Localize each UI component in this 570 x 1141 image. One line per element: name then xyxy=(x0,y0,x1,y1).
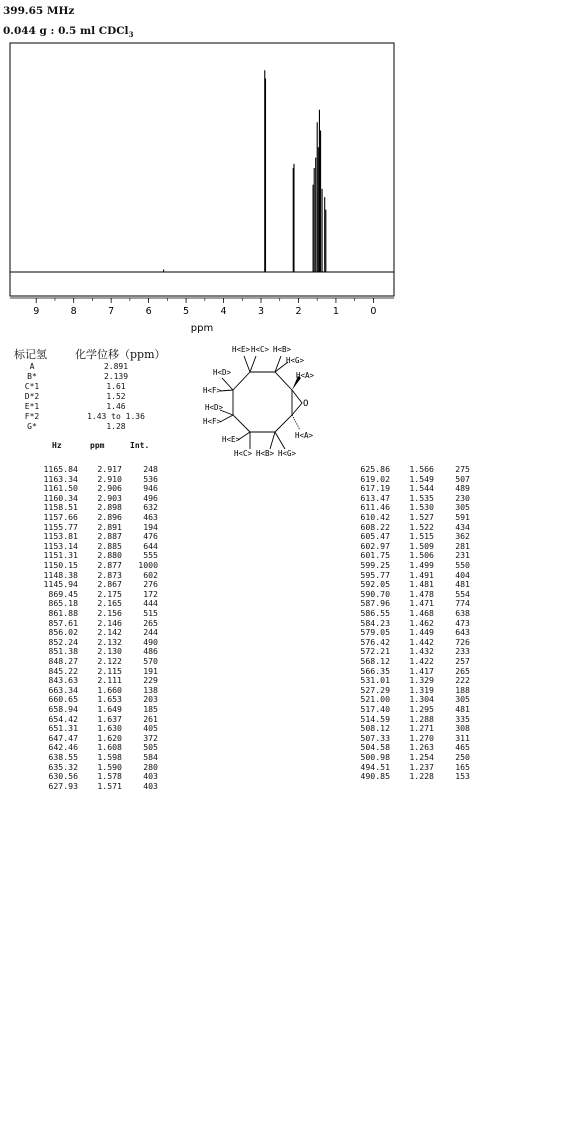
peak-intensity: 188 xyxy=(455,684,470,695)
peak-hz: 494.51 xyxy=(360,761,390,772)
peak-table-header-hz: Hz xyxy=(52,441,62,450)
peak-hz: 517.40 xyxy=(360,704,390,714)
peak-intensity: 244 xyxy=(143,627,158,638)
peak-intensity: 554 xyxy=(455,588,470,599)
peak-hz: 605.47 xyxy=(360,531,390,542)
peak-intensity: 185 xyxy=(143,704,158,714)
peak-ppm: 1.432 xyxy=(409,646,434,657)
peak-hz: 1155.77 xyxy=(43,521,78,532)
peak-intensity: 726 xyxy=(455,636,470,647)
peak-intensity: 153 xyxy=(455,771,470,782)
peak-intensity: 138 xyxy=(143,684,158,695)
peak-intensity: 276 xyxy=(143,579,158,590)
peak-intensity: 434 xyxy=(455,521,470,532)
x-tick-label: 1 xyxy=(332,306,339,317)
peak-ppm: 1.304 xyxy=(409,694,434,705)
peak-hz: 508.12 xyxy=(360,723,390,734)
peak-hz: 843.63 xyxy=(48,675,78,686)
peak-intensity: 584 xyxy=(143,752,158,762)
assignment-shift: 1.46 xyxy=(106,402,126,411)
x-tick-label: 7 xyxy=(108,306,115,317)
peak-hz: 1157.66 xyxy=(43,512,78,522)
peak-hz: 611.46 xyxy=(360,502,390,513)
peak-ppm: 2.146 xyxy=(97,617,122,628)
assignment-label: F*2 xyxy=(24,412,40,421)
x-tick-label: 2 xyxy=(295,306,302,317)
peak-ppm: 2.906 xyxy=(97,483,122,494)
peak-hz: 1163.34 xyxy=(43,473,78,484)
x-tick-label: 3 xyxy=(257,306,265,317)
peak-intensity: 465 xyxy=(455,742,470,753)
assignment-shift: 1.52 xyxy=(106,392,126,401)
assignment-shift: 1.43 to 1.36 xyxy=(87,412,145,421)
peak-hz: 658.94 xyxy=(48,704,78,714)
peak-hz: 610.42 xyxy=(360,512,390,522)
x-tick-label: 6 xyxy=(145,306,152,317)
atom-label: H<E> xyxy=(222,435,241,444)
peak-ppm: 2.903 xyxy=(97,492,122,503)
peak-ppm: 2.887 xyxy=(97,531,122,542)
peak-hz: 625.86 xyxy=(360,464,390,474)
peak-hz: 566.35 xyxy=(360,665,390,676)
peak-intensity: 311 xyxy=(455,732,470,743)
peak-ppm: 2.175 xyxy=(97,588,122,599)
peak-hz: 587.96 xyxy=(360,598,390,609)
atom-label: H<B> xyxy=(256,449,275,458)
peak-hz: 651.31 xyxy=(48,723,78,734)
peak-ppm: 1.530 xyxy=(409,502,434,513)
peak-intensity: 305 xyxy=(455,694,470,705)
peak-ppm: 1.499 xyxy=(409,560,434,570)
assignment-label: E*1 xyxy=(24,402,40,411)
peak-ppm: 2.917 xyxy=(97,464,122,474)
peak-hz: 500.98 xyxy=(360,752,390,762)
peak-intensity: 231 xyxy=(455,550,470,561)
atom-label: H<F> xyxy=(203,417,222,426)
bond-h-c-top xyxy=(250,356,256,372)
atom-label: H<D> xyxy=(213,368,232,377)
peak-ppm: 1.544 xyxy=(409,483,434,494)
peak-intensity: 570 xyxy=(143,656,158,666)
peak-hz: 856.02 xyxy=(48,627,78,638)
peak-ppm: 2.891 xyxy=(97,521,122,532)
peak-intensity: 172 xyxy=(143,588,158,599)
peak-ppm: 1.270 xyxy=(409,732,434,743)
peak-ppm: 2.896 xyxy=(97,512,122,522)
peak-intensity: 555 xyxy=(143,550,158,561)
peak-hz: 531.01 xyxy=(360,675,390,686)
peak-ppm: 1.608 xyxy=(97,742,122,753)
peak-intensity: 308 xyxy=(455,723,470,734)
peak-intensity: 507 xyxy=(455,473,470,484)
peak-ppm: 1.515 xyxy=(409,531,434,542)
peak-intensity: 165 xyxy=(455,761,470,772)
peak-intensity: 403 xyxy=(143,771,158,782)
spectrometer-frequency: 399.65 MHz xyxy=(3,5,75,17)
assignment-label: G* xyxy=(27,422,37,431)
peak-ppm: 1.319 xyxy=(409,684,434,695)
atom-label: H<A> xyxy=(295,431,314,440)
peak-ppm: 2.880 xyxy=(97,550,122,561)
peak-hz: 514.59 xyxy=(360,713,390,724)
peak-intensity: 265 xyxy=(143,617,158,628)
peak-hz: 1153.81 xyxy=(43,531,78,542)
peak-hz: 521.00 xyxy=(360,694,390,705)
peak-intensity: 463 xyxy=(143,512,158,522)
peak-intensity: 265 xyxy=(455,665,470,676)
peak-ppm: 2.132 xyxy=(97,636,122,647)
peak-intensity: 257 xyxy=(455,656,470,666)
x-tick-label: 0 xyxy=(370,306,377,317)
peak-hz: 599.25 xyxy=(360,560,390,570)
peak-intensity: 489 xyxy=(455,483,470,494)
x-tick-label: 5 xyxy=(183,306,190,317)
peak-hz: 865.18 xyxy=(48,598,78,609)
peak-hz: 568.12 xyxy=(360,656,390,666)
peak-intensity: 250 xyxy=(455,752,470,762)
peak-ppm: 1.630 xyxy=(97,723,122,734)
peak-intensity: 481 xyxy=(455,579,470,590)
peak-intensity: 248 xyxy=(143,464,158,474)
x-tick-label: 4 xyxy=(220,306,227,317)
bond-h-f-lower xyxy=(220,415,233,422)
peak-hz: 601.75 xyxy=(360,550,390,561)
peak-ppm: 2.156 xyxy=(97,608,122,618)
peak-intensity: 203 xyxy=(143,694,158,705)
peak-ppm: 2.873 xyxy=(97,569,122,580)
peak-ppm: 2.122 xyxy=(97,656,122,666)
peak-hz: 504.58 xyxy=(360,742,390,753)
peak-table-header-ppm: ppm xyxy=(90,441,105,450)
peak-hz: 635.32 xyxy=(48,761,78,772)
peak-hz: 1158.51 xyxy=(43,502,78,513)
peak-intensity: 476 xyxy=(143,531,158,542)
peak-ppm: 2.867 xyxy=(97,579,122,590)
peak-intensity: 261 xyxy=(143,713,158,724)
peak-hz: 848.27 xyxy=(48,656,78,666)
peak-intensity: 946 xyxy=(143,483,158,494)
peak-hz: 861.88 xyxy=(48,608,78,618)
assignment-shift: 2.891 xyxy=(103,362,129,371)
atom-label: H<C> xyxy=(234,449,253,458)
peak-ppm: 1.237 xyxy=(409,761,434,772)
peak-intensity: 281 xyxy=(455,540,470,551)
peak-intensity: 222 xyxy=(455,675,470,686)
atom-label: H<C> xyxy=(251,345,270,354)
peak-intensity: 632 xyxy=(143,502,158,513)
peak-intensity: 550 xyxy=(455,560,470,570)
peak-hz: 852.24 xyxy=(48,636,78,647)
peak-ppm: 1.329 xyxy=(409,675,434,686)
peak-ppm: 1.254 xyxy=(409,752,434,762)
hash-bond-h-a-bottom xyxy=(292,415,300,430)
x-tick-label: 9 xyxy=(33,306,40,317)
peak-ppm: 1.620 xyxy=(97,732,122,743)
peak-intensity: 233 xyxy=(455,646,470,657)
atom-label: H<A> xyxy=(296,371,315,380)
peak-ppm: 1.549 xyxy=(409,473,434,484)
assignment-label: C*1 xyxy=(24,382,40,391)
peak-ppm: 2.885 xyxy=(97,540,122,551)
epoxide-ring xyxy=(292,390,302,415)
atom-label: H<F> xyxy=(203,386,222,395)
sample-text: 0.044 g : 0.5 ml CDCl xyxy=(3,25,129,37)
peak-hz: 602.97 xyxy=(360,540,390,551)
peak-hz: 579.05 xyxy=(360,627,390,638)
peak-hz: 1150.15 xyxy=(43,560,78,570)
peak-ppm: 1.506 xyxy=(409,550,434,561)
peak-ppm: 1.590 xyxy=(97,761,122,772)
sample-subscript: 3 xyxy=(128,30,134,40)
x-axis-label: ppm xyxy=(190,323,214,334)
peak-hz: 1160.34 xyxy=(43,492,78,503)
peak-hz: 1151.31 xyxy=(43,550,78,561)
peak-intensity: 229 xyxy=(143,675,158,686)
peak-hz: 490.85 xyxy=(360,771,390,782)
peak-hz: 595.77 xyxy=(360,569,390,580)
peak-hz: 1153.14 xyxy=(43,540,78,551)
peak-hz: 617.19 xyxy=(360,483,390,494)
peak-ppm: 1.481 xyxy=(409,579,434,590)
peak-intensity: 405 xyxy=(143,723,158,734)
peak-intensity: 591 xyxy=(455,512,470,522)
peak-intensity: 602 xyxy=(143,569,158,580)
peak-hz: 654.42 xyxy=(48,713,78,724)
atom-label: H<D> xyxy=(205,403,224,412)
peak-ppm: 1.468 xyxy=(409,608,434,618)
peak-ppm: 2.115 xyxy=(97,665,122,676)
peak-intensity: 404 xyxy=(455,569,470,580)
peak-hz: 572.21 xyxy=(360,646,390,657)
peak-hz: 1148.38 xyxy=(43,569,78,580)
peak-intensity: 486 xyxy=(143,646,158,657)
peak-hz: 851.38 xyxy=(48,646,78,657)
assignment-shift: 1.28 xyxy=(106,422,126,431)
peak-intensity: 230 xyxy=(455,492,470,503)
peak-hz: 869.45 xyxy=(48,588,78,599)
peak-hz: 638.55 xyxy=(48,752,78,762)
peak-ppm: 1.449 xyxy=(409,627,434,638)
peak-ppm: 1.228 xyxy=(409,771,434,782)
peak-hz: 627.93 xyxy=(48,780,78,791)
peak-intensity: 280 xyxy=(143,761,158,772)
peak-ppm: 1.509 xyxy=(409,540,434,551)
atom-label: H<G> xyxy=(286,356,305,365)
assignment-label: A xyxy=(29,362,35,371)
assignment-shift: 2.139 xyxy=(103,372,129,381)
peak-ppm: 1.566 xyxy=(409,464,434,474)
peak-intensity: 305 xyxy=(455,502,470,513)
peak-intensity: 1000 xyxy=(138,560,158,570)
molecule-atom-labels xyxy=(203,345,315,458)
peak-hz: 586.55 xyxy=(360,608,390,618)
peak-hz: 590.70 xyxy=(360,588,390,599)
peak-ppm: 1.422 xyxy=(409,656,434,666)
peak-ppm: 2.130 xyxy=(97,646,122,657)
peak-ppm: 1.288 xyxy=(409,713,434,724)
peak-hz: 642.46 xyxy=(48,742,78,753)
peak-hz: 613.47 xyxy=(360,492,390,503)
peak-ppm: 1.417 xyxy=(409,665,434,676)
peak-intensity: 515 xyxy=(143,608,158,618)
peak-ppm: 2.111 xyxy=(97,675,122,686)
peak-ppm: 2.165 xyxy=(97,598,122,609)
peak-hz: 576.42 xyxy=(360,636,390,647)
peak-ppm: 2.898 xyxy=(97,502,122,513)
peak-hz: 527.29 xyxy=(360,684,390,695)
peak-intensity: 496 xyxy=(143,492,158,503)
peak-hz: 619.02 xyxy=(360,473,390,484)
peak-hz: 592.05 xyxy=(360,579,390,590)
peak-hz: 584.23 xyxy=(360,617,390,628)
peak-hz: 1165.84 xyxy=(43,464,78,474)
bond-h-g-bottom xyxy=(275,432,285,449)
atom-label: H<B> xyxy=(273,345,292,354)
peak-ppm: 1.637 xyxy=(97,713,122,724)
bond-h-f-upper xyxy=(220,390,233,391)
peak-ppm: 1.653 xyxy=(97,694,122,705)
x-tick-label: 8 xyxy=(70,306,77,317)
atom-label: H<E> xyxy=(232,345,251,354)
peak-ppm: 1.522 xyxy=(409,521,434,532)
peak-intensity: 444 xyxy=(143,598,158,609)
peak-intensity: 191 xyxy=(143,665,158,676)
peak-ppm: 1.295 xyxy=(409,704,434,714)
peak-ppm: 1.471 xyxy=(409,598,434,609)
peak-hz: 608.22 xyxy=(360,521,390,532)
assignment-header-shift: 化学位移（ppm） xyxy=(75,348,166,361)
peak-intensity: 403 xyxy=(143,780,158,791)
peak-hz: 647.47 xyxy=(48,732,78,743)
peak-table-header-int: Int. xyxy=(130,441,150,450)
bond-h-b-bottom xyxy=(270,432,275,449)
peak-hz: 845.22 xyxy=(48,665,78,676)
assignment-label: B* xyxy=(27,372,37,381)
oxygen-label: O xyxy=(303,399,309,409)
peak-hz: 1145.94 xyxy=(43,579,78,590)
peak-intensity: 335 xyxy=(455,713,470,724)
peak-hz: 857.61 xyxy=(48,617,78,628)
peak-intensity: 473 xyxy=(455,617,470,628)
peak-hz: 630.56 xyxy=(48,771,78,782)
atom-label: H<G> xyxy=(278,449,297,458)
peak-ppm: 1.571 xyxy=(97,780,122,791)
assignment-shift: 1.61 xyxy=(106,382,126,391)
peak-intensity: 774 xyxy=(455,598,470,609)
peak-ppm: 1.263 xyxy=(409,742,434,753)
peak-ppm: 1.478 xyxy=(409,588,434,599)
peak-ppm: 1.660 xyxy=(97,684,122,695)
bond-h-d-upper xyxy=(222,378,233,390)
peak-ppm: 2.142 xyxy=(97,627,122,638)
assignment-header-label: 标记氢 xyxy=(14,348,47,361)
peak-hz: 507.33 xyxy=(360,732,390,743)
peak-ppm: 1.462 xyxy=(409,617,434,628)
peak-intensity: 481 xyxy=(455,704,470,714)
peak-intensity: 643 xyxy=(455,627,470,638)
cyclooctane-ring xyxy=(233,372,292,432)
peak-hz: 1161.50 xyxy=(43,483,78,494)
peak-ppm: 1.271 xyxy=(409,723,434,734)
peak-hz: 660.65 xyxy=(48,694,78,705)
peak-intensity: 644 xyxy=(143,540,158,551)
peak-ppm: 1.535 xyxy=(409,492,434,503)
peak-intensity: 505 xyxy=(143,742,158,753)
peak-ppm: 1.491 xyxy=(409,569,434,580)
peak-intensity: 194 xyxy=(143,521,158,532)
peak-intensity: 275 xyxy=(455,464,470,474)
bond-h-e-top xyxy=(244,356,250,372)
peak-ppm: 1.578 xyxy=(97,771,122,782)
peak-intensity: 362 xyxy=(455,531,470,542)
peak-ppm: 2.910 xyxy=(97,473,122,484)
peak-ppm: 1.598 xyxy=(97,752,122,762)
peak-hz: 663.34 xyxy=(48,684,78,695)
peak-ppm: 2.877 xyxy=(97,560,122,570)
peak-intensity: 638 xyxy=(455,608,470,618)
peak-ppm: 1.527 xyxy=(409,512,434,522)
peak-ppm: 1.442 xyxy=(409,636,434,647)
peak-ppm: 1.649 xyxy=(97,704,122,714)
peak-intensity: 536 xyxy=(143,473,158,484)
peak-intensity: 372 xyxy=(143,732,158,743)
peak-intensity: 490 xyxy=(143,636,158,647)
assignment-label: D*2 xyxy=(24,392,40,401)
